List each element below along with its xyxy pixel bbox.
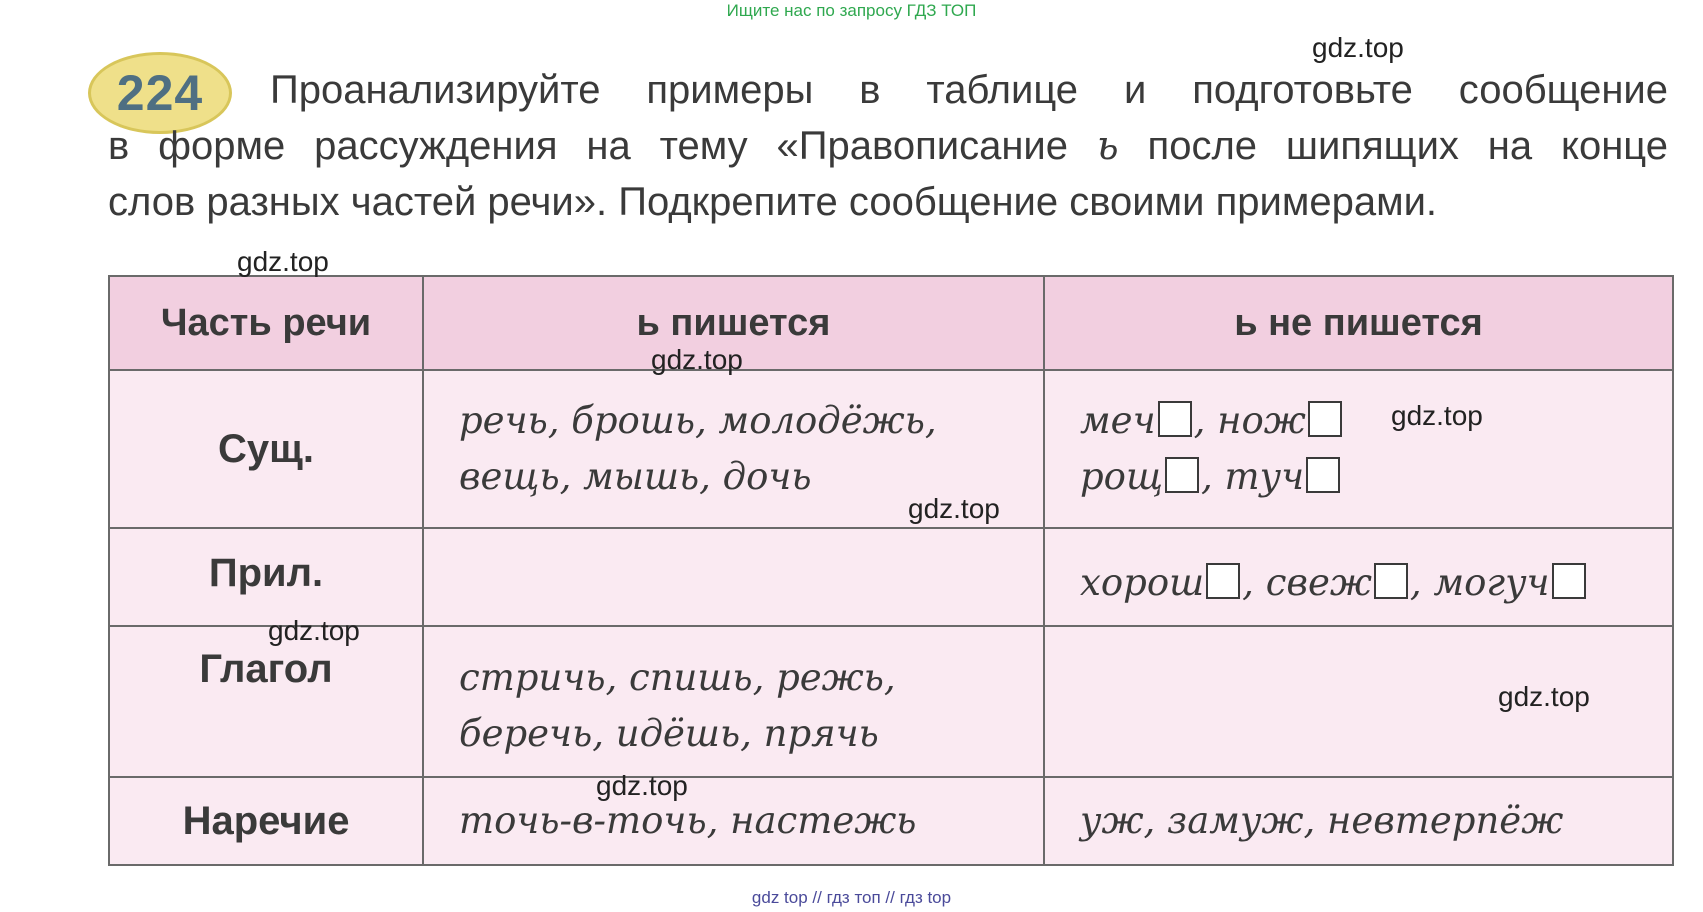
table-header-row xyxy=(109,276,1673,370)
pos-cell: Прил. xyxy=(109,528,423,626)
examples-with-cell: точь-в-точь, настежь xyxy=(423,777,1044,865)
watermark: gdz.top xyxy=(1312,32,1404,63)
top-banner[interactable]: Ищите нас по запросу ГДЗ ТОП xyxy=(726,1,977,20)
blank-box xyxy=(1308,401,1342,437)
examples-with-cell xyxy=(423,528,1044,626)
blank-box xyxy=(1306,457,1340,493)
bottom-banner[interactable]: gdz top // гдз топ // гдз top xyxy=(751,888,952,907)
table-row xyxy=(109,777,1673,865)
blank-box xyxy=(1165,457,1199,493)
examples-without-cell: меч , нож рощ , туч xyxy=(1044,370,1673,528)
header-soft-sign-not-written: ь не пишется xyxy=(1044,276,1673,370)
blank-box xyxy=(1552,563,1586,599)
examples-without-cell: хорош , свеж , могуч xyxy=(1044,528,1673,626)
watermark: gdz.top xyxy=(237,246,329,277)
watermark: gdz.top xyxy=(651,344,743,375)
table-row xyxy=(109,626,1673,777)
task-line-1: Проанализируйте примеры в таблице и подготовьте сообщение xyxy=(270,68,1668,112)
examples-with-cell: стричь, спишь, режь, беречь, идёшь, прячь xyxy=(423,626,1044,777)
pos-cell: Сущ. xyxy=(109,370,423,528)
watermark: gdz.top xyxy=(268,615,360,646)
blank-box xyxy=(1158,401,1192,437)
table-row xyxy=(109,528,1673,626)
spelling-table xyxy=(108,275,1674,866)
pos-cell: Наречие xyxy=(109,777,423,865)
examples-with-cell: речь, брошь, молодёжь, вещь, мышь, дочь xyxy=(423,370,1044,528)
header-soft-sign-written: ь пишется xyxy=(423,276,1044,370)
task-line-3: слов разных частей речи». Подкрепите сообщение своими примерами. xyxy=(108,180,1438,224)
blank-box xyxy=(1206,563,1240,599)
table-row xyxy=(109,370,1673,528)
watermark: gdz.top xyxy=(908,493,1000,524)
watermark: gdz.top xyxy=(1391,400,1483,431)
examples-without-cell: уж, замуж, невтерпёж xyxy=(1044,777,1673,865)
pos-cell: Глагол xyxy=(109,626,423,777)
task-line-2: в форме рассуждения на тему «Правописание ь после шипящих на конце xyxy=(108,123,1668,169)
task-text xyxy=(108,62,1668,230)
watermark: gdz.top xyxy=(596,770,688,801)
exercise-number: 224 xyxy=(116,65,204,121)
header-part-of-speech: Часть речи xyxy=(109,276,423,370)
blank-box xyxy=(1374,563,1408,599)
watermark: gdz.top xyxy=(1498,681,1590,712)
